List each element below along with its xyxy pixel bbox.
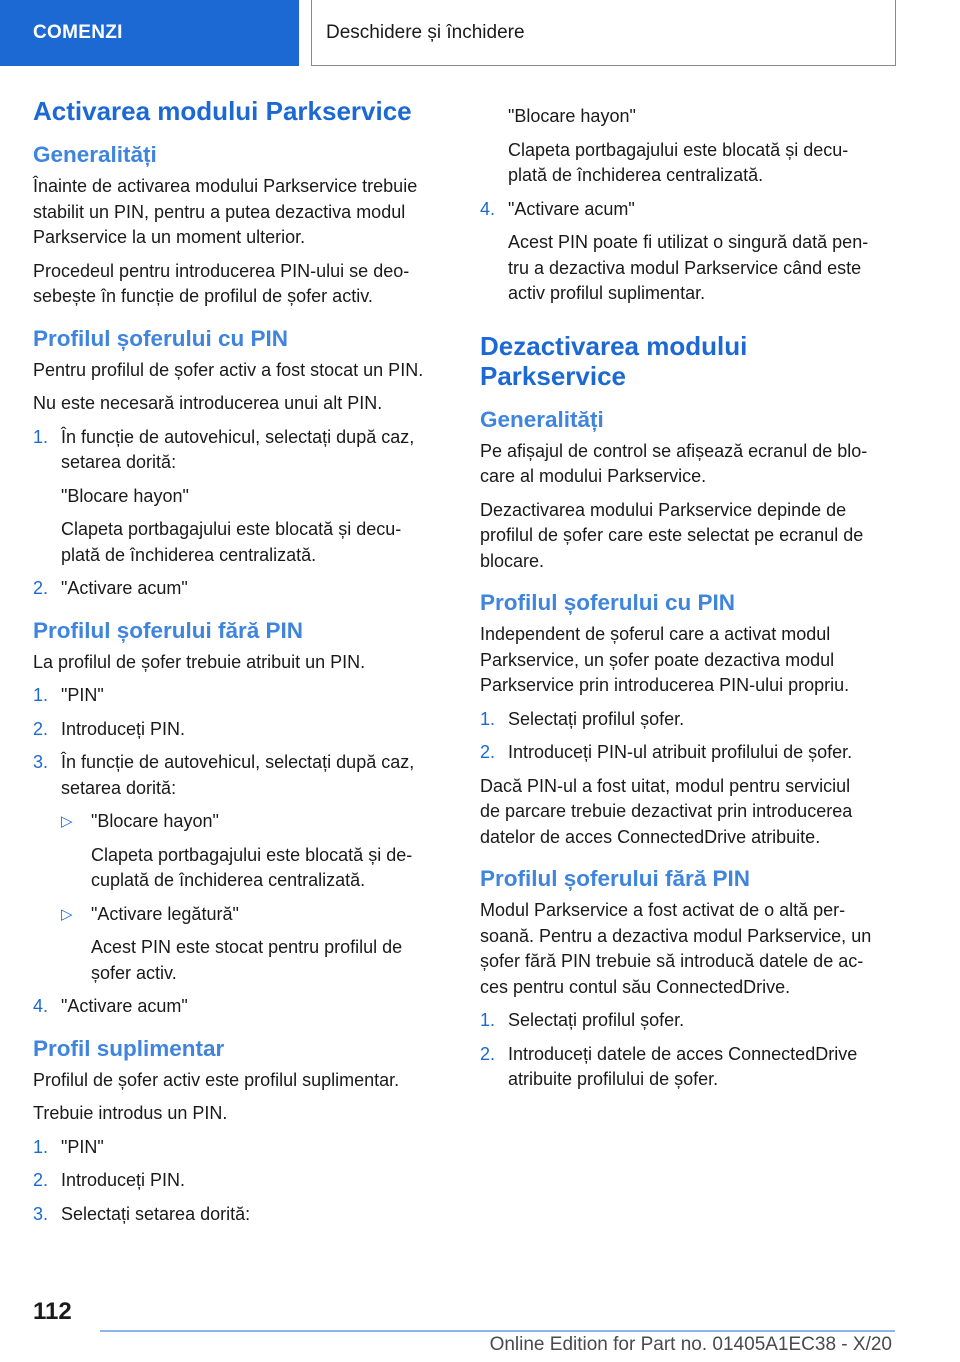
list-item: 1. În funcție de autovehicul, selectați după caz, setarea dorită: "Blocare hayon" Clapeta portbagajului este blocată și decu- plată de închiderea centralizată. [33, 425, 445, 569]
heading-general: Generalități [33, 142, 157, 167]
left-column [33, 96, 445, 1235]
list-item: 2. Introduceți PIN-ul atribuit profilului de șofer. [480, 740, 892, 766]
step-number: 4. [33, 996, 49, 1016]
list-item: 2. "Activare acum" [33, 576, 445, 602]
page-header [0, 0, 960, 66]
paragraph: La profilul de șofer trebuie atribuit un PIN. [33, 651, 366, 672]
list-item: 1. "PIN" [33, 683, 445, 709]
chapter-tab[interactable]: Deschidere și închidere [311, 0, 896, 66]
step-number: 2. [33, 1170, 49, 1190]
paragraph: Dezactivarea modului Parkservice depinde de profilul de șofer care este selectat pe ecranul de blocare. [480, 499, 864, 571]
paragraph: Pe afișajul de control se afișează ecranul de blo- care al modului Parkservice. [480, 440, 868, 486]
section-title-deactivate: Dezactivarea modului Parkservice [480, 330, 748, 391]
heading-profile-without-pin: Profilul șoferului fără PIN [480, 866, 751, 891]
list-item: 2. Introduceți PIN. [33, 717, 445, 743]
page-number: 112 [33, 1298, 72, 1325]
step-number: 1. [33, 426, 49, 447]
step-number: 1. [33, 1136, 49, 1157]
step-number: 2. [33, 578, 49, 598]
step-number: 2. [33, 718, 49, 739]
step-number: 2. [480, 1043, 496, 1064]
paragraph: Dacă PIN-ul a fost uitat, modul pentru serviciul de parcare trebuie dezactivat prin introducerea datelor de acces ConnectedDrive atribuite. [480, 775, 853, 847]
step-number: 4. [480, 198, 496, 219]
continued-option: "Blocare hayon" [508, 106, 636, 126]
section-title-activate: Activarea modului Parkservice [33, 96, 412, 126]
right-column [480, 104, 892, 1101]
list-item: 1. Selectați profilul șofer. [480, 707, 892, 733]
paragraph: Modul Parkservice a fost activat de o altă per- soană. Pentru a dezactiva modul Parkservice, un șofer fără PIN trebuie să introducă datele de ac- ces pentru contul său ConnectedDrive. [480, 900, 872, 997]
continued-description: Clapeta portbagajului este blocată și decu- plată de închiderea centralizată. [508, 139, 849, 185]
option-label: "Blocare hayon" [61, 485, 189, 506]
list-item: 4. "Activare acum" Acest PIN poate fi utilizat o singură dată pen- tru a dezactiva modul Parkservice când este activ profilul suplimentar. [480, 198, 869, 303]
list-item: 3. În funcție de autovehicul, selectați după caz, setarea dorită: ▷ "Blocare hayon" Clapeta portbagajului este blocată și de- cuplată de închiderea centralizată. ▷ "Activare legătură" Acest PIN este stocat pentru profilul de șofer activ. [33, 750, 445, 986]
heading-profile-with-pin: Profilul șoferului cu PIN [33, 325, 289, 351]
triangle-bullet-icon: ▷ [61, 905, 73, 923]
step-number: 1. [480, 708, 496, 729]
list-item: 3. Selectați setarea dorită: [33, 1202, 445, 1228]
heading-supplementary-profile: Profil suplimentar [33, 1035, 225, 1061]
step-number: 1. [480, 1010, 496, 1030]
list-item: 2. Introduceți datele de acces ConnectedDrive atribuite profilului de șofer. [480, 1043, 858, 1089]
footer-edition: Online Edition for Part no. 01405A1EC38 - X/20 [489, 1334, 892, 1355]
bullet-item: ▷ "Activare legătură" Acest PIN este stocat pentru profilul de șofer activ. [61, 903, 403, 983]
section-tab[interactable]: COMENZI [0, 0, 299, 66]
list-item: 1. "PIN" [33, 1135, 445, 1161]
list-item: 1. Selectați profilul șofer. [480, 1008, 892, 1034]
list-item: 4. "Activare acum" [33, 994, 445, 1020]
step-number: 3. [33, 752, 49, 772]
paragraph: Înainte de activarea modului Parkservice trebuie stabilit un PIN, pentru a putea dezactiva modul Parkservice la un moment ulterior. [33, 176, 418, 247]
step-number: 2. [480, 742, 496, 762]
list-item: 2. Introduceți PIN. [33, 1168, 445, 1194]
heading-profile-without-pin: Profilul șoferului fără PIN [33, 617, 304, 643]
paragraph: Trebuie introdus un PIN. [33, 1103, 228, 1123]
step-number: 3. [33, 1203, 49, 1224]
footer-divider [100, 1330, 895, 1332]
paragraph: Procedeul pentru introducerea PIN-ului se deo- sebește în funcție de profilul de șofer activ. [33, 260, 410, 306]
bullet-item: ▷ "Blocare hayon" Clapeta portbagajului este blocată și de- cuplată de închiderea centralizată. [61, 811, 413, 890]
heading-general: Generalități [480, 406, 604, 432]
paragraph: Profilul de șofer activ este profilul suplimentar. [33, 1069, 400, 1090]
paragraph: Pentru profilul de șofer activ a fost stocat un PIN. [33, 359, 424, 380]
paragraph: Nu este necesară introducerea unui alt PIN. [33, 393, 383, 413]
step-number: 1. [33, 685, 49, 705]
paragraph: Independent de șoferul care a activat modul Parkservice, un șofer poate dezactiva modul Parkservice prin introducerea PIN-ului propriu. [480, 624, 850, 695]
heading-profile-with-pin: Profilul șoferului cu PIN [480, 590, 736, 615]
triangle-bullet-icon: ▷ [61, 813, 73, 830]
